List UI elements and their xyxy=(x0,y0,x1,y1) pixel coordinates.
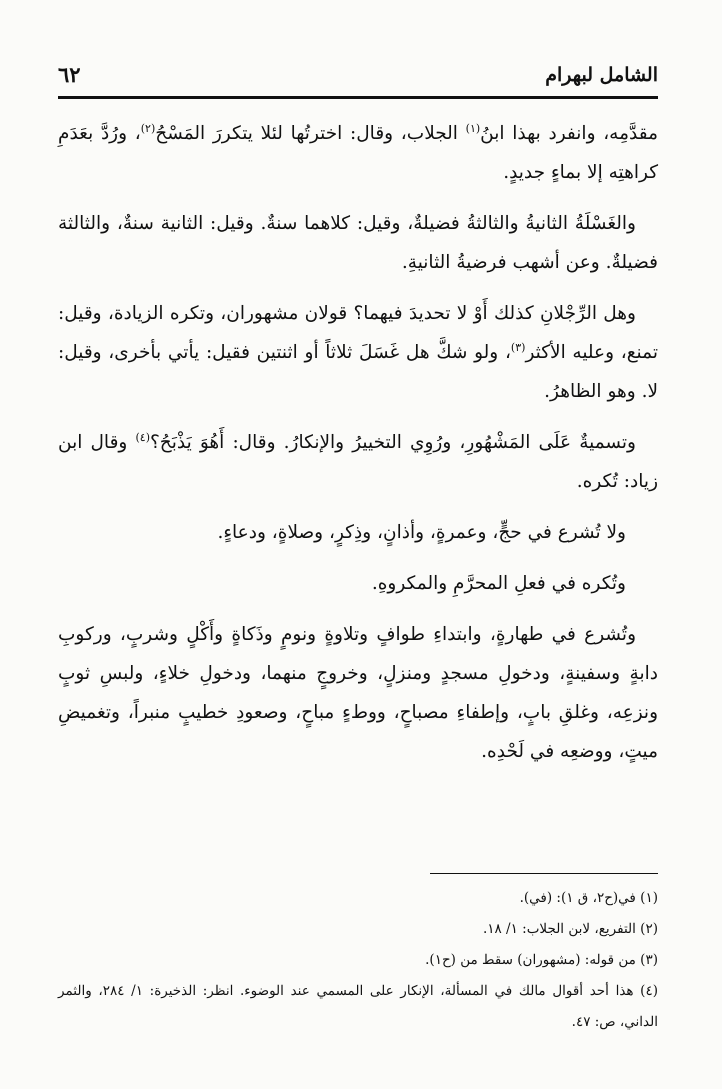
text-run: مقدَّمِه، وانفرد بهذا ابنُ xyxy=(480,123,658,144)
text-run: والغَسْلَةُ الثانيةُ والثالثةُ فضيلةٌ، وقيل: كلاهما سنةٌ. وقيل: الثانية سنةٌ، والثالثة فضيلةٌ. وعن أشهب فرضيةُ الثانيةِ. xyxy=(58,213,658,273)
footnote-4: (٤) هذا أحد أقوال مالك في المسألة، الإنكار على المسمي عند الوضوء. انظر: الذخيرة: ١/ ٢٨٤، والثمر الداني، ص: ٤٧. xyxy=(58,983,658,1030)
paragraph-2 xyxy=(58,204,658,282)
text-run: ، ولو شكَّ هل غَسَلَ ثلاثاً أو اثنتين فقيل: يأتي بأخرى، وقيل: لا. وهو الظاهرُ. xyxy=(58,342,658,402)
page-number: ٦٢ xyxy=(58,62,81,87)
running-title: الشامل لبهرام xyxy=(545,64,658,86)
text-run: وتُكره في فعلِ المحرَّمِ والمكروهِ. xyxy=(371,573,626,594)
footnote-ref-3: (٣) xyxy=(510,340,526,354)
paragraph-4 xyxy=(58,423,658,501)
paragraph-6 xyxy=(58,564,658,603)
header-rule xyxy=(58,96,658,99)
page-header xyxy=(58,56,658,100)
paragraph-7 xyxy=(58,615,658,771)
footnote-ref-2: (٢) xyxy=(140,121,156,135)
footnote-1: (١) في(ح٢، ق ١): (في). xyxy=(519,890,658,906)
footnote-ref-1: (١) xyxy=(465,121,481,135)
text-run: الجلاب، وقال: اخترتُها لئلا يتكررَ المَسْحُ xyxy=(155,123,466,144)
paragraph-1 xyxy=(58,114,658,192)
footnote-rule xyxy=(430,873,658,874)
footnote-2: (٢) التفريع، لابن الجلاب: ١/ ١٨. xyxy=(482,921,658,937)
text-run: وهل الرِّجْلانِ كذلك أَوْ لا تحديدَ فيهما؟ قولان مشهوران، وتكره الزيادة، وقيل: تمنع، وعليه الأكثر xyxy=(58,303,658,363)
paragraph-5 xyxy=(58,513,658,552)
footnote-ref-4: (٤) xyxy=(135,430,150,444)
main-text xyxy=(58,114,658,783)
text-run: وتُشرع في طهارةٍ، وابتداءِ طوافٍ وتلاوةٍ ونومٍ وذَكاةٍ وأَكْلٍ وشربٍ، وركوبِ دابةٍ وسفينةٍ، ودخولِ مسجدٍ ومنزلٍ، وخروجٍ منهما، ودخولِ خلاءٍ، ولبسِ ثوبٍ ونزعِه، وغلقِ بابٍ، وإطفاءِ مصباحٍ، ووطءٍ مباحٍ، وصعودِ خطيبٍ منبراً، وتغميضِ ميتٍ، ووضعِه في لَحْدِه. xyxy=(58,624,658,762)
text-run: وتسميةٌ عَلَى المَشْهُورِ، ورُوِي التخييرُ والإنكارُ. وقال: أَهُوَ يَذْبَحُ؟ xyxy=(149,432,636,453)
footnotes xyxy=(58,883,658,1038)
text-run: ، ورُدَّ بعَدَمِ كراهتِه إلا بماءٍ جديدٍ. xyxy=(58,123,658,183)
footnote-3: (٣) من قوله: (مشهوران) سقط من (ح١). xyxy=(425,952,658,968)
text-run: ولا تُشرع في حجٍّ، وعمرةٍ، وأذانٍ، وذِكرٍ، وصلاةٍ، ودعاءٍ. xyxy=(217,522,626,543)
paragraph-3 xyxy=(58,294,658,411)
text-run: وقال ابن زياد: تُكره. xyxy=(58,432,658,492)
